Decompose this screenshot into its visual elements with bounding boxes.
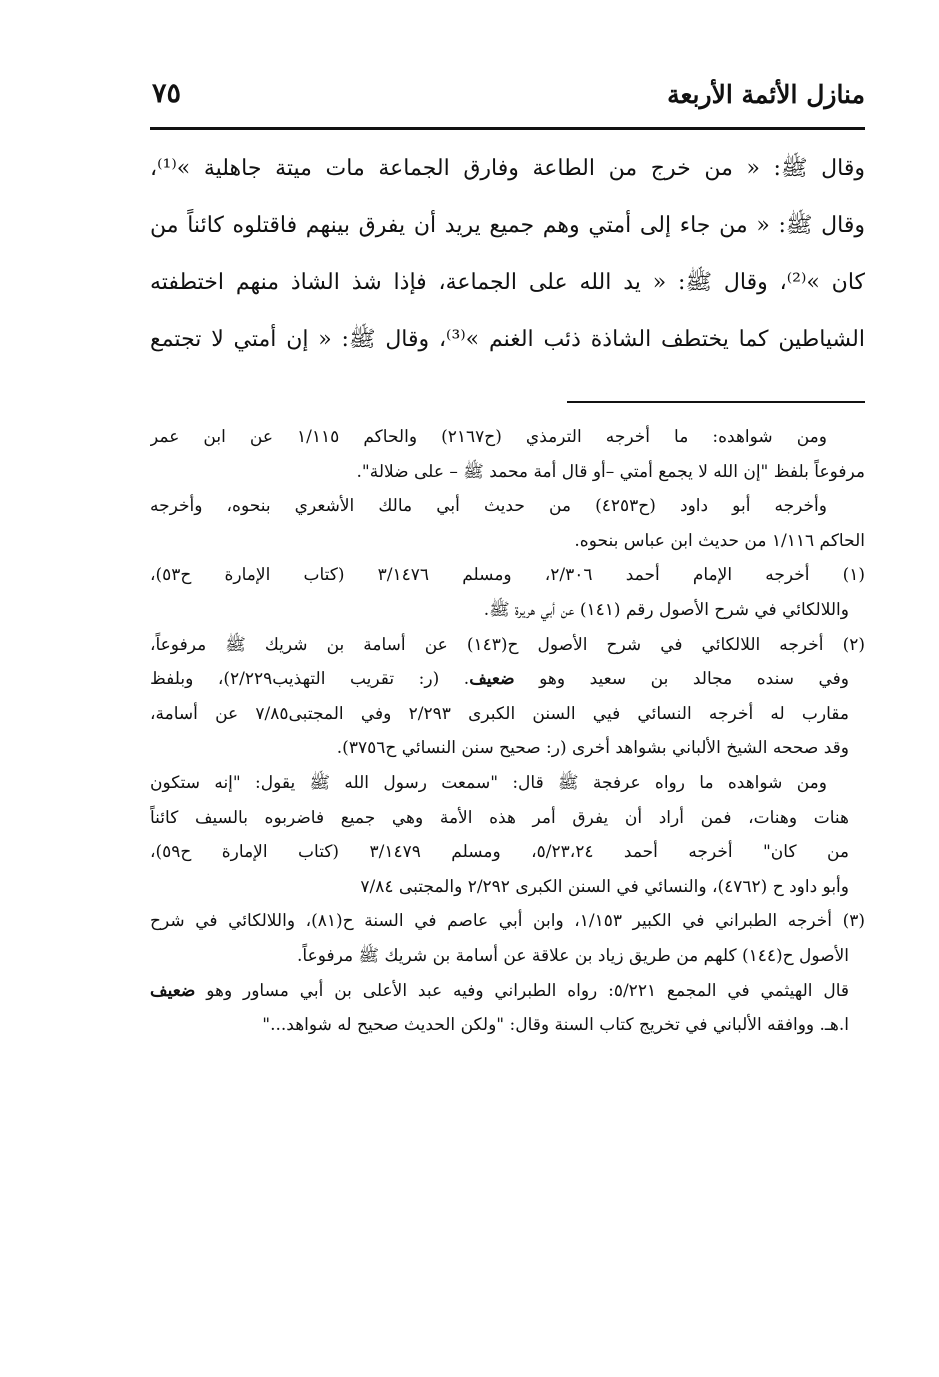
footnote-2-line: من كان" أخرجه أحمد ٥/٢٣،٢٤، ومسلم ٣/١٤٧٩ (كتاب الإمارة ح٥٩)، (150, 842, 850, 863)
footnote-2-line: وأبو داود ح (٤٧٦٢)، والنسائي في السنن الكبرى ٢/٢٩٢ والمجتبى ٧/٨٤ (360, 876, 849, 897)
footnote-3-line: ا.هـ. ووافقه الألباني في تخريج كتاب السنة وقال: "ولكن الحديث صحيح له شواهد..." (262, 1015, 849, 1036)
main-text-line: كان »⁽²⁾، وقال ﷺ: « يد الله على الجماعة، فإذا شذ الشاذ منهم اختطفته (150, 270, 865, 295)
main-text-line: وقال ﷺ: « من خرج من الطاعة وفارق الجماعة مات ميتة جاهلية »⁽¹⁾، (150, 156, 865, 181)
weak-grade-label: ضعيف (469, 669, 515, 690)
footnote-line: وأخرجه أبو داود (ح٤٢٥٣) من حديث أبي مالك الأشعري بنحوه، وأخرجه (150, 496, 827, 517)
footnote-2-line: وقد صححه الشيخ الألباني بشواهد أخرى (ر: صحيح سنن النسائي ح٣٧٥٦). (336, 738, 849, 759)
footnote-2-line: هنات وهنات، فمن أراد أن يفرق أمر هذه الأمة وهي جميع فاضربوه بالسيف كائناً (150, 807, 849, 828)
footnote-2-line: ومن شواهده ما رواه عرفجة ﷺ قال: "سمعت رسول الله ﷺ يقول: "إنه ستكون (150, 772, 827, 793)
main-text (150, 140, 865, 368)
footnotes (150, 420, 865, 1043)
main-text-line: وقال ﷺ: « من جاء إلى أمتي وهم جميع يريد أن يفرق بينهم فاقتلوه كائناً من (150, 213, 865, 238)
header-rule (150, 127, 865, 130)
footnote-line: الحاكم ١/١١٦ من حديث ابن عباس بنحوه. (574, 530, 865, 551)
footnote-3-line (150, 974, 865, 1009)
footnote-2-line: مقارب له أخرجه النسائي فيي السنن الكبرى ٢/٢٩٣ وفي المجتبى٧/٨٥ عن أسامة، (150, 703, 850, 724)
footnote-3-line: الأصول ح(١٤٤) كلهم من طريق زياد بن علاقة عن أسامة بن شريك ﷺ مرفوعاً. (297, 945, 849, 966)
footnote-1-line: واللالكائي في شرح الأصول رقم (١٤١) عن أبي هريرة ﷺ. (483, 599, 849, 620)
footnote-text: . (ر: تقريب التهذيب٢/٢٢٩)، وبلفظ (150, 669, 470, 690)
footnote-text: وفي سنده مجالد بن سعيد وهو (539, 669, 850, 690)
footnote-2-line (150, 662, 865, 697)
footnote-1-line: (١) أخرجه الإمام أحمد ٢/٣٠٦، ومسلم ٣/١٤٧٦ (كتاب الإمارة ح٥٣)، (150, 565, 865, 586)
footnote-3-line: (٣) أخرجه الطبراني في الكبير ١/١٥٣، وابن أبي عاصم في السنة ح(٨١)، واللالكائي في شرح (150, 911, 865, 932)
page-number: ٧٥ (152, 78, 182, 109)
footnote-text: قال الهيثمي في المجمع ٥/٢٢١: رواه الطبراني وفيه عبد الأعلى بن أبي مساور وهو (206, 980, 849, 1001)
footnote-separator (567, 401, 865, 403)
weak-grade-label: ضعيف (150, 980, 196, 1001)
footnote-line: مرفوعاً بلفظ "إن الله لا يجمع أمتي –أو قال أمة محمد ﷺ – على ضلالة". (356, 461, 865, 482)
running-title: منازل الأئمة الأربعة (667, 80, 865, 109)
footnote-line: ومن شواهده: ما أخرجه الترمذي (ح٢١٦٧) والحاكم ١/١١٥ عن ابن عمر (150, 427, 827, 447)
main-text-line: الشياطين كما يختطف الشاذة ذئب الغنم »⁽³⁾، وقال ﷺ: « إن أمتي لا تجتمع (150, 327, 865, 352)
page-header (150, 74, 865, 124)
footnote-2-line: (٢) أخرجه اللالكائي في شرح الأصول ح(١٤٣) عن أسامة بن شريك ﷺ مرفوعاً، (150, 634, 865, 655)
